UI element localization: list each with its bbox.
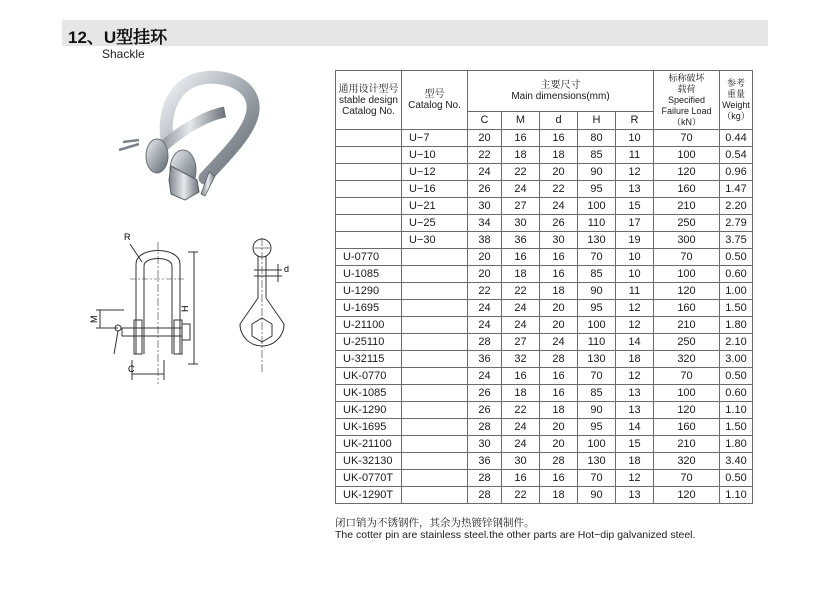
table-cell: 22 [468,283,502,300]
table-cell: 22 [502,164,540,181]
table-row [336,368,753,385]
table-cell: UK-1695 [336,419,402,436]
table-cell: 36 [502,232,540,249]
table-cell: 22 [468,147,502,164]
table-cell: 24 [502,317,540,334]
table-cell [402,419,468,436]
type-header-en: Catalog No. [408,100,461,111]
table-cell: 0.50 [720,368,753,385]
table-cell: 28 [540,453,578,470]
table-cell: 10 [616,130,654,147]
sub-header-c: C [468,112,502,130]
table-cell [402,470,468,487]
table-cell: 0.60 [720,266,753,283]
table-cell [402,368,468,385]
table-cell: 120 [654,402,720,419]
table-cell: 70 [654,249,720,266]
shackle-side-drawing [232,234,312,374]
spec-table [335,70,753,504]
table-cell: 90 [578,164,616,181]
table-row [336,402,753,419]
table-cell: 24 [468,317,502,334]
table-cell: U-21100 [336,317,402,334]
table-cell: 20 [540,317,578,334]
shackle-photo [105,70,275,210]
load-header-en2: Failure Load [661,105,712,116]
table-cell: 13 [616,181,654,198]
table-cell: 95 [578,300,616,317]
table-cell: 16 [540,385,578,402]
table-cell [336,147,402,164]
table-cell: 24 [502,300,540,317]
table-cell: 250 [654,334,720,351]
type-header-cn: 型号 [424,89,445,100]
table-cell [402,317,468,334]
table-cell [402,283,468,300]
table-cell: 90 [578,487,616,504]
table-cell: 15 [616,436,654,453]
section-title: 12、U型挂环 [68,28,168,47]
table-cell: 24 [502,181,540,198]
table-cell: 70 [654,368,720,385]
table-cell: 17 [616,215,654,232]
table-cell: 18 [540,402,578,419]
table-cell: 30 [468,436,502,453]
table-row [336,130,753,147]
table-cell: 2.79 [720,215,753,232]
table-cell: 100 [654,266,720,283]
table-cell: 16 [502,130,540,147]
table-cell: 20 [468,249,502,266]
table-cell: 27 [502,334,540,351]
table-cell: 22 [502,487,540,504]
table-row [336,249,753,266]
table-cell [336,215,402,232]
table-cell: 30 [502,215,540,232]
table-cell: 16 [502,368,540,385]
table-cell: 28 [468,470,502,487]
table-cell: 11 [616,283,654,300]
table-cell [402,266,468,283]
table-cell: U−25 [402,215,468,232]
table-cell: 70 [578,368,616,385]
table-cell: 70 [578,470,616,487]
table-row [336,334,753,351]
table-cell: 300 [654,232,720,249]
table-cell: 3.75 [720,232,753,249]
table-cell: 18 [540,147,578,164]
table-cell: 27 [502,198,540,215]
table-cell: 95 [578,181,616,198]
table-cell: 1.50 [720,300,753,317]
table-cell: 34 [468,215,502,232]
table-cell [402,300,468,317]
table-cell [336,181,402,198]
table-row [336,147,753,164]
weight-header-cn2: 重量 [726,89,745,99]
shackle-front-drawing [78,224,198,394]
table-cell: U−12 [402,164,468,181]
table-cell: 16 [502,249,540,266]
table-cell [402,487,468,504]
table-row [336,419,753,436]
table-cell [402,334,468,351]
catalog-header-cn: 通用设计型号 [338,83,399,95]
table-cell: 30 [468,198,502,215]
table-cell: 70 [654,470,720,487]
table-cell: 28 [540,351,578,368]
table-cell: U−21 [402,198,468,215]
table-cell: U−30 [402,232,468,249]
load-header-cn2: 载荷 [677,83,696,94]
table-cell: 0.60 [720,385,753,402]
table-cell: 160 [654,181,720,198]
table-cell: 26 [468,385,502,402]
table-cell: 250 [654,215,720,232]
table-cell: 30 [540,232,578,249]
table-cell: 19 [616,232,654,249]
table-cell: 1.80 [720,317,753,334]
table-cell: 1.80 [720,436,753,453]
table-cell: 20 [468,266,502,283]
table-cell: UK-0770T [336,470,402,487]
section-subtitle: Shackle [102,47,145,61]
table-cell: 20 [468,130,502,147]
table-cell: 10 [616,266,654,283]
table-cell: 22 [502,283,540,300]
table-cell: UK-1290T [336,487,402,504]
table-cell: 120 [654,283,720,300]
table-cell: 3.00 [720,351,753,368]
table-cell: 24 [502,436,540,453]
table-cell [336,164,402,181]
table-cell: 130 [578,232,616,249]
table-cell: 85 [578,385,616,402]
table-cell [402,249,468,266]
table-cell: 16 [540,368,578,385]
table-cell: UK-32130 [336,453,402,470]
sub-header-m: M [502,112,540,130]
table-cell: 26 [468,181,502,198]
sub-header-h: H [578,112,616,130]
table-cell: 100 [654,385,720,402]
table-cell [402,351,468,368]
table-cell: 1.00 [720,283,753,300]
sub-header-d: d [540,112,578,130]
table-cell: 26 [468,402,502,419]
table-cell: 14 [616,419,654,436]
load-header [654,71,720,130]
sub-header-r: R [616,112,654,130]
table-cell: 16 [540,266,578,283]
table-cell: 28 [468,419,502,436]
table-cell: 24 [468,368,502,385]
table-cell: 90 [578,402,616,419]
section-title-bar [62,20,768,46]
table-cell: 2.10 [720,334,753,351]
table-cell: 12 [616,470,654,487]
table-cell [402,385,468,402]
dims-header-en: Main dimensions(mm) [511,91,610,103]
table-cell: 210 [654,317,720,334]
table-cell [336,198,402,215]
table-cell: 26 [540,215,578,232]
table-cell: UK-21100 [336,436,402,453]
table-cell: 0.54 [720,147,753,164]
catalog-header-en2: Catalog No. [342,105,395,117]
load-header-cn1: 标称破坏 [668,72,705,83]
table-cell: 1.47 [720,181,753,198]
table-cell: 15 [616,198,654,215]
table-row [336,164,753,181]
c-label: C [128,364,135,374]
dims-header-cn: 主要尺寸 [540,80,581,92]
table-cell: 110 [578,215,616,232]
table-cell: 38 [468,232,502,249]
table-cell: U-1085 [336,266,402,283]
table-cell: 24 [540,198,578,215]
table-cell: 130 [578,351,616,368]
table-cell: 16 [540,249,578,266]
table-cell: 20 [540,164,578,181]
dims-header [468,71,654,112]
table-cell: 12 [616,368,654,385]
table-cell: 13 [616,487,654,504]
table-cell: 70 [654,130,720,147]
load-header-en1: Specified [667,94,706,105]
table-cell: 30 [502,453,540,470]
table-cell: 320 [654,351,720,368]
table-cell: UK-1290 [336,402,402,419]
table-cell: 22 [502,402,540,419]
table-cell: 16 [502,470,540,487]
table-cell: 13 [616,402,654,419]
d-label: d [284,264,290,274]
table-cell: 10 [616,249,654,266]
table-row [336,487,753,504]
table-row [336,317,753,334]
table-row [336,283,753,300]
type-header [402,71,468,130]
weight-header-en: Weight [722,100,750,110]
table-header-row [336,71,753,112]
table-cell: U-32115 [336,351,402,368]
table-cell: 100 [578,198,616,215]
table-cell: 320 [654,453,720,470]
radius-label: R [124,232,131,242]
table-cell [336,130,402,147]
table-cell: 130 [578,453,616,470]
table-cell: U−16 [402,181,468,198]
table-cell: 36 [468,351,502,368]
table-row [336,300,753,317]
m-label: M [89,315,99,323]
table-cell: U−10 [402,147,468,164]
table-row [336,351,753,368]
table-cell: 24 [468,300,502,317]
table-cell: 24 [468,164,502,181]
load-header-unit: （kN） [672,116,701,127]
table-cell: 85 [578,266,616,283]
table-cell: 90 [578,283,616,300]
table-cell: U-25110 [336,334,402,351]
note-cn: 闭口销为不锈钢件，其余为热镀锌钢制件。 [335,517,535,529]
table-cell: 0.96 [720,164,753,181]
table-cell: 100 [578,436,616,453]
table-cell: 1.10 [720,487,753,504]
table-row [336,181,753,198]
table-cell: 12 [616,300,654,317]
table-cell: 28 [468,334,502,351]
table-cell: 2.20 [720,198,753,215]
table-cell: 160 [654,419,720,436]
table-cell: 20 [540,419,578,436]
weight-header [720,71,753,130]
table-cell: 20 [540,436,578,453]
table-cell: 32 [502,351,540,368]
table-cell: 100 [578,317,616,334]
table-cell: 18 [540,487,578,504]
table-cell: 80 [578,130,616,147]
table-cell: 16 [540,470,578,487]
table-cell: 0.44 [720,130,753,147]
table-cell: 16 [540,130,578,147]
table-cell: 100 [654,147,720,164]
catalog-header [336,71,402,130]
table-cell: 110 [578,334,616,351]
table-cell [402,453,468,470]
table-cell: 18 [502,147,540,164]
table-cell: 18 [540,283,578,300]
table-cell: 20 [540,300,578,317]
table-cell: 12 [616,317,654,334]
table-cell: 13 [616,385,654,402]
table-cell [336,232,402,249]
table-cell: 3.40 [720,453,753,470]
table-cell: UK-0770 [336,368,402,385]
table-row [336,385,753,402]
table-cell: 0.50 [720,470,753,487]
table-cell: 11 [616,147,654,164]
table-cell: 18 [616,351,654,368]
table-cell: 95 [578,419,616,436]
table-row [336,470,753,487]
catalog-header-en1: stable design [339,94,398,106]
table-cell: 28 [468,487,502,504]
weight-header-cn1: 参考 [726,78,745,88]
table-row [336,215,753,232]
table-cell: 22 [540,181,578,198]
table-cell: 0.50 [720,249,753,266]
table-row [336,198,753,215]
table-cell: 210 [654,436,720,453]
table-cell: 210 [654,198,720,215]
table-cell: 120 [654,487,720,504]
table-cell: U-0770 [336,249,402,266]
table-cell: 18 [616,453,654,470]
table-cell: 70 [578,249,616,266]
table-cell: UK-1085 [336,385,402,402]
table-row [336,436,753,453]
table-cell: 18 [502,266,540,283]
note-en: The cotter pin are stainless steel.the other parts are Hot−dip galvanized steel. [335,529,696,541]
table-row [336,232,753,249]
weight-header-unit: （kg） [722,111,750,121]
table-cell: 12 [616,164,654,181]
table-cell: 1.10 [720,402,753,419]
table-cell: 24 [502,419,540,436]
table-cell: 24 [540,334,578,351]
table-cell: 160 [654,300,720,317]
table-cell: 1.50 [720,419,753,436]
table-cell: 14 [616,334,654,351]
height-label: H [180,305,190,312]
table-cell: U-1290 [336,283,402,300]
table-cell [402,402,468,419]
table-cell: 18 [502,385,540,402]
table-body [336,130,753,504]
table-cell [402,436,468,453]
table-row [336,453,753,470]
table-cell: U−7 [402,130,468,147]
table-row [336,266,753,283]
table-cell: 36 [468,453,502,470]
table-cell: 120 [654,164,720,181]
table-cell: U-1695 [336,300,402,317]
table-cell: 85 [578,147,616,164]
